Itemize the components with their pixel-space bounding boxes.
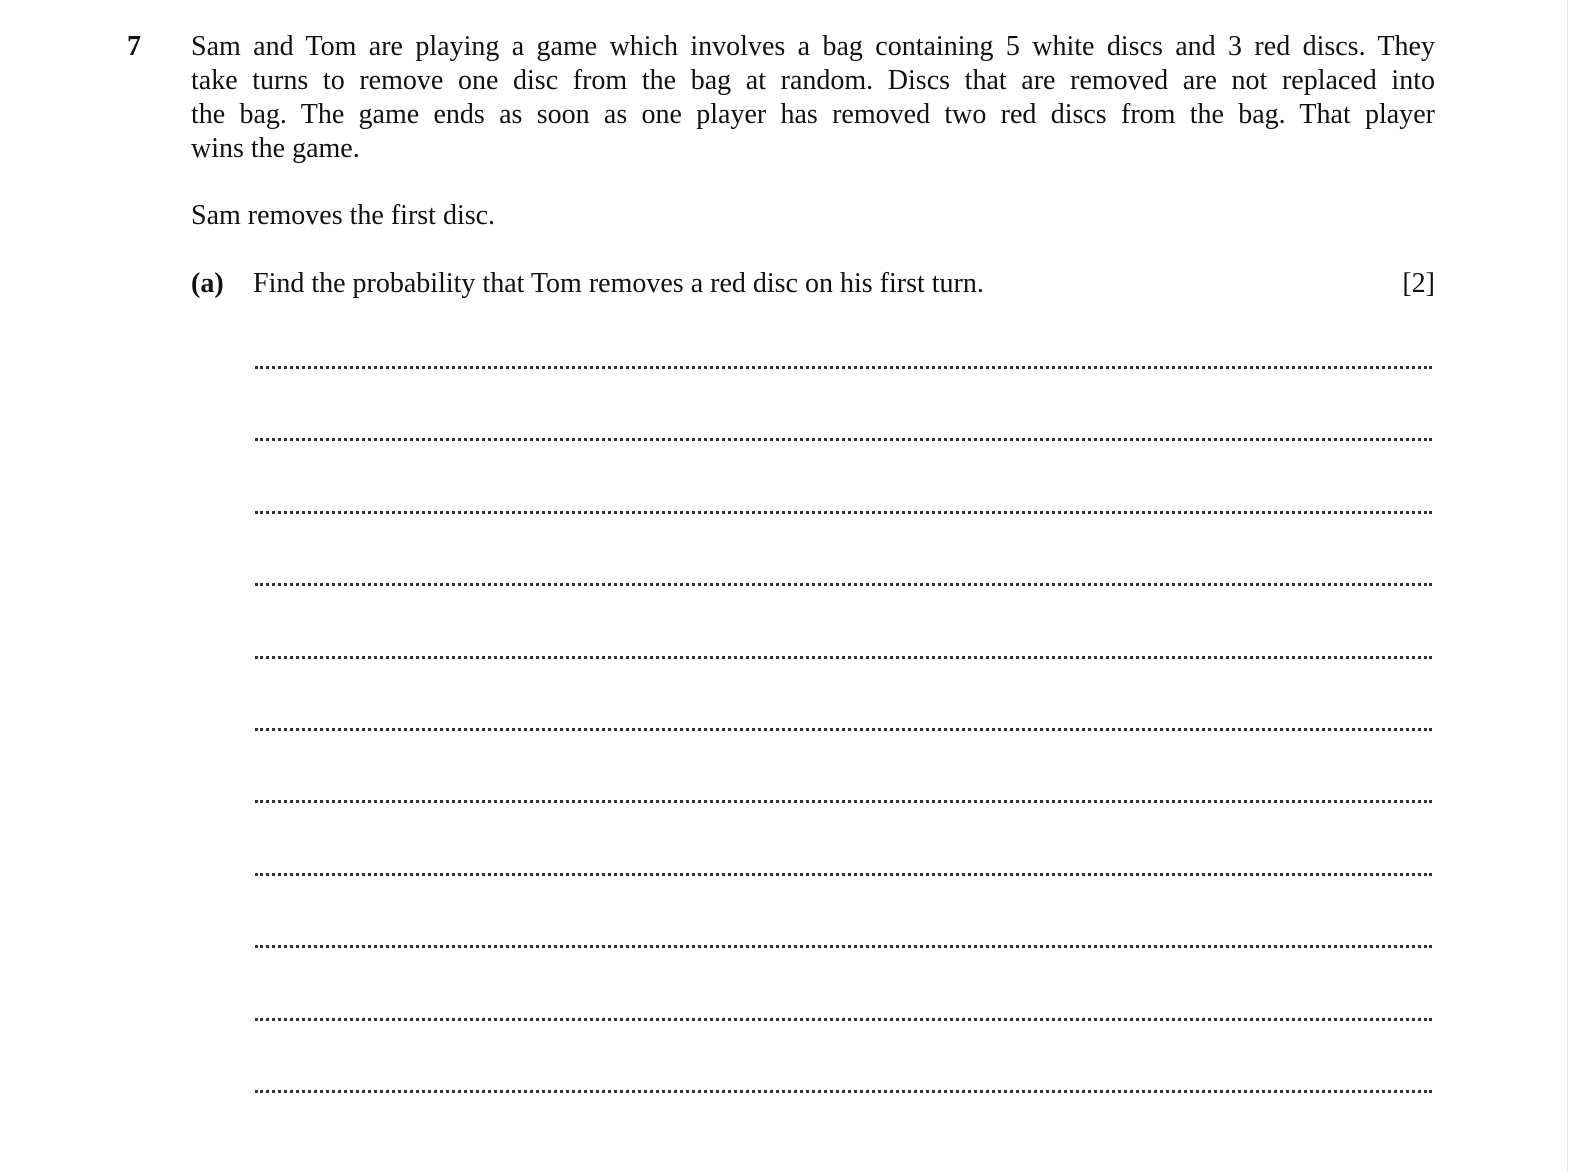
- answer-line[interactable]: [255, 784, 1432, 856]
- question-stem: [191, 30, 1435, 166]
- stem-line: Sam and Tom are playing a game which involves a bag containing 5 white discs and 3 red discs. They: [191, 31, 1435, 62]
- answer-line[interactable]: [255, 567, 1432, 639]
- answer-line[interactable]: [255, 495, 1432, 567]
- answer-line[interactable]: [255, 422, 1432, 494]
- answer-line[interactable]: [255, 857, 1432, 929]
- answer-line[interactable]: [255, 1074, 1432, 1146]
- answer-line[interactable]: [255, 712, 1432, 784]
- stem-line: the bag. The game ends as soon as one player has removed two red discs from the bag. That player: [191, 99, 1435, 130]
- part-a-question: Find the probability that Tom removes a red disc on his first turn.: [253, 268, 984, 299]
- question-number: 7: [127, 31, 141, 62]
- answer-area[interactable]: [255, 350, 1432, 1146]
- answer-line[interactable]: [255, 640, 1432, 712]
- part-a-marks: [2]: [1402, 268, 1435, 299]
- answer-line[interactable]: [255, 929, 1432, 1001]
- stem-line: take turns to remove one disc from the bag at random. Discs that are removed are not replaced into: [191, 65, 1435, 96]
- answer-line[interactable]: [255, 350, 1432, 422]
- answer-line[interactable]: [255, 1002, 1432, 1074]
- page-edge: [1567, 0, 1590, 1172]
- stem-line: wins the game.: [191, 133, 360, 164]
- part-a-label: (a): [191, 268, 224, 299]
- question-context: Sam removes the first disc.: [191, 200, 496, 231]
